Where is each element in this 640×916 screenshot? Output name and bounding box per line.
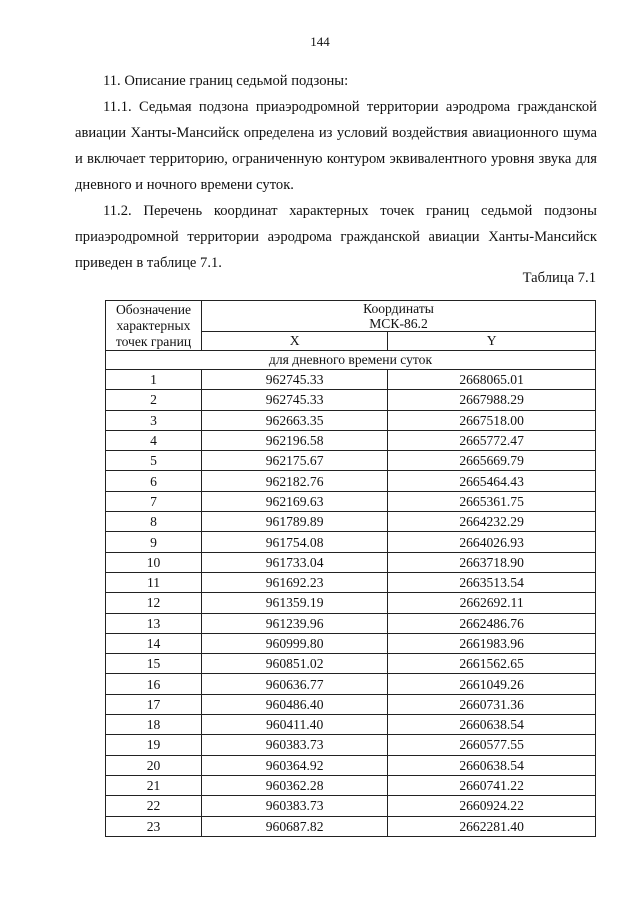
section-row: [106, 351, 596, 370]
coord-x: 960362.28: [202, 775, 388, 795]
table-row: [106, 613, 596, 633]
table-row: [106, 491, 596, 511]
coord-x: 961239.96: [202, 613, 388, 633]
table-row: [106, 694, 596, 714]
point-number: 1: [106, 370, 202, 390]
table-row: [106, 370, 596, 390]
point-number: 15: [106, 654, 202, 674]
coord-y: 2660638.54: [388, 715, 596, 735]
point-number: 10: [106, 552, 202, 572]
point-number: 4: [106, 430, 202, 450]
table-row: [106, 430, 596, 450]
coord-x: 960687.82: [202, 816, 388, 836]
coord-x: 960999.80: [202, 633, 388, 653]
table-row: [106, 471, 596, 491]
coord-x: 962663.35: [202, 410, 388, 430]
point-number: 22: [106, 796, 202, 816]
coord-y: 2660741.22: [388, 775, 596, 795]
point-number: 8: [106, 512, 202, 532]
coord-y: 2661049.26: [388, 674, 596, 694]
point-number: 13: [106, 613, 202, 633]
page-number: 144: [310, 34, 330, 49]
coord-x: 960636.77: [202, 674, 388, 694]
coord-x: 961733.04: [202, 552, 388, 572]
table-row: [106, 552, 596, 572]
table-row: [106, 451, 596, 471]
point-number: 23: [106, 816, 202, 836]
table-row: [106, 674, 596, 694]
table-row: [106, 593, 596, 613]
coord-y: 2662692.11: [388, 593, 596, 613]
coord-x: 961359.19: [202, 593, 388, 613]
table-row: [106, 735, 596, 755]
coord-y: 2664232.29: [388, 512, 596, 532]
table-row: [106, 715, 596, 735]
header-point-label: Обозначение характерных точек границ: [106, 301, 202, 351]
coord-x: 962169.63: [202, 491, 388, 511]
table-row: [106, 532, 596, 552]
coord-y: 2661562.65: [388, 654, 596, 674]
coord-x: 962196.58: [202, 430, 388, 450]
coord-y: 2661983.96: [388, 633, 596, 653]
coord-y: 2660731.36: [388, 694, 596, 714]
coord-y: 2660638.54: [388, 755, 596, 775]
coord-x: 960486.40: [202, 694, 388, 714]
header-x: X: [202, 332, 388, 351]
paragraph-11-2: 11.2. Перечень координат характерных точек границ седьмой подзоны приаэродромной территории аэродрома гражданской авиации Ханты-Мансийск приведен в таблице 7.1.: [75, 203, 597, 271]
table-row: [106, 816, 596, 836]
coordinates-table: [105, 300, 596, 837]
table-row: [106, 796, 596, 816]
coord-y: 2667518.00: [388, 410, 596, 430]
section-heading: 11. Описание границ седьмой подзоны:: [103, 73, 349, 89]
coord-x: 962175.67: [202, 451, 388, 471]
point-number: 14: [106, 633, 202, 653]
table-row: [106, 654, 596, 674]
coord-y: 2663718.90: [388, 552, 596, 572]
header-coordinates-title: Координаты: [363, 301, 434, 316]
coord-x: 960383.73: [202, 796, 388, 816]
coord-x: 961789.89: [202, 512, 388, 532]
coord-x: 962745.33: [202, 370, 388, 390]
point-number: 17: [106, 694, 202, 714]
point-number: 3: [106, 410, 202, 430]
table-caption: Таблица 7.1: [522, 270, 596, 286]
header-y: Y: [388, 332, 596, 351]
coord-y: 2665772.47: [388, 430, 596, 450]
point-number: 5: [106, 451, 202, 471]
table-row: [106, 410, 596, 430]
coord-y: 2660577.55: [388, 735, 596, 755]
coord-x: 962182.76: [202, 471, 388, 491]
point-number: 18: [106, 715, 202, 735]
coord-y: 2665361.75: [388, 491, 596, 511]
coord-y: 2665464.43: [388, 471, 596, 491]
coord-x: 961692.23: [202, 572, 388, 592]
coord-x: 960851.02: [202, 654, 388, 674]
point-number: 20: [106, 755, 202, 775]
coord-y: 2664026.93: [388, 532, 596, 552]
point-number: 12: [106, 593, 202, 613]
coord-x: 962745.33: [202, 390, 388, 410]
coord-x: 960411.40: [202, 715, 388, 735]
table-row: [106, 512, 596, 532]
point-number: 16: [106, 674, 202, 694]
coord-x: 960383.73: [202, 735, 388, 755]
point-number: 2: [106, 390, 202, 410]
coord-y: 2667988.29: [388, 390, 596, 410]
point-number: 21: [106, 775, 202, 795]
coord-y: 2660924.22: [388, 796, 596, 816]
coord-y: 2668065.01: [388, 370, 596, 390]
coord-y: 2662281.40: [388, 816, 596, 836]
coord-y: 2662486.76: [388, 613, 596, 633]
coord-x: 961754.08: [202, 532, 388, 552]
point-number: 6: [106, 471, 202, 491]
section-title: для дневного времени суток: [106, 351, 596, 370]
table-row: [106, 775, 596, 795]
point-number: 19: [106, 735, 202, 755]
point-number: 7: [106, 491, 202, 511]
header-coordinate-system: МСК-86.2: [369, 316, 428, 331]
coord-x: 960364.92: [202, 755, 388, 775]
table-row: [106, 572, 596, 592]
point-number: 9: [106, 532, 202, 552]
table-row: [106, 755, 596, 775]
coord-y: 2663513.54: [388, 572, 596, 592]
coord-y: 2665669.79: [388, 451, 596, 471]
paragraph-11-1: 11.1. Седьмая подзона приаэродромной территории аэродрома гражданской авиации Ханты-Мансийск определена из условий воздействия авиационного шума и включает территорию, ограниченную контуром эквивалентного уровня звука для дневного и ночного времени суток.: [75, 99, 597, 193]
point-number: 11: [106, 572, 202, 592]
table-row: [106, 390, 596, 410]
table-row: [106, 633, 596, 653]
header-coordinates: [202, 301, 596, 332]
